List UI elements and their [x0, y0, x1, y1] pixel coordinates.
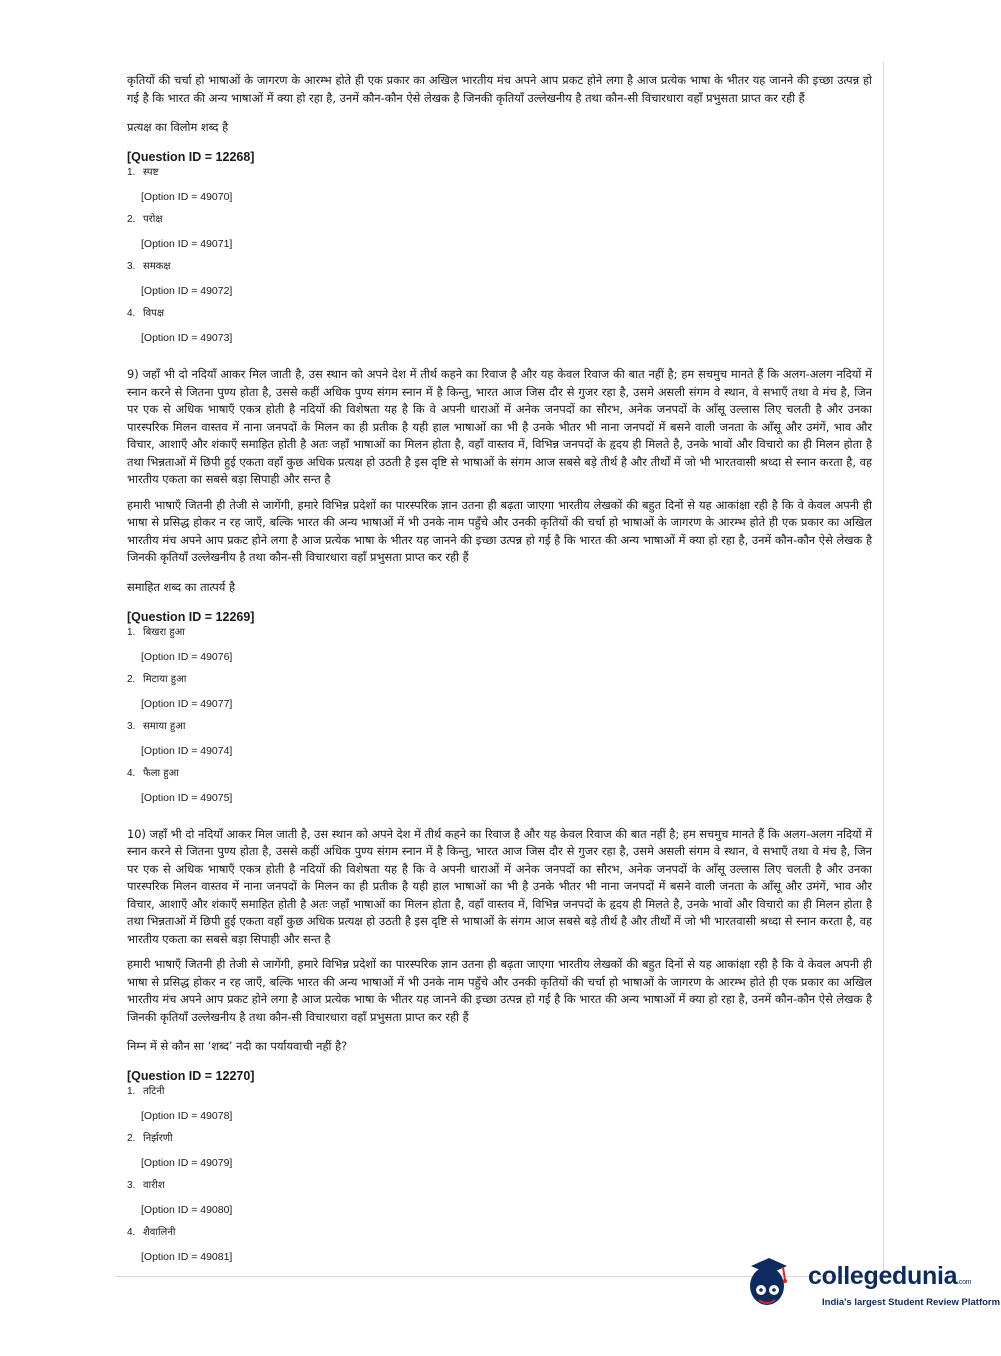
option-id: [Option ID = 49070] — [141, 191, 233, 203]
option-id: [Option ID = 49079] — [141, 1157, 233, 1169]
option-text: फैला हुआ — [143, 767, 179, 779]
document-content — [127, 72, 872, 1273]
passage-tail: कृतियों की चर्चा हो भाषाओं के जागरण के आरम्भ होते ही एक प्रकार का अखिल भारतीय मंच अपने आप प्रकट होने लगा है आज प्रत्येक भाषा के भीतर यह जानने की इच्छा उत्पन्न हो गई है कि भारत की अन्य भाषाओं में क्या हो रहा है, उनमें कौन-कौन ऐसे लेखक है जिनकी कृतियाँ उल्लेखनीय है तथा कौन-सी विचारधारा वहाँ प्रभुसता प्राप्त कर रही हैं — [127, 73, 872, 105]
option-item[interactable]: 2. परोक्ष [Option ID = 49071] — [127, 213, 872, 251]
brand-logo-text[interactable]: collegedunia.com — [808, 1262, 972, 1290]
option-text: बिखरा हुआ — [143, 626, 185, 638]
option-id: [Option ID = 49074] — [141, 744, 233, 757]
option-item[interactable]: 3. समाया हुआ [Option ID = 49074] — [127, 720, 872, 758]
question-number: 9) — [127, 367, 139, 381]
option-item[interactable]: 4. फैला हुआ [Option ID = 49075] — [127, 767, 872, 805]
question-10-text: निम्न में से कौन सा ‘शब्द’ नदी का पर्यायवाची नहीं है? — [127, 1039, 348, 1053]
question-10-passage-p1: 10) जहाँ भी दो नदियाँ आकर मिल जाती है, उस स्थान को अपने देश में तीर्थ कहने का रिवाज है और यह केवल रिवाज की बात नहीं है; हम सचमुच मानते हैं कि अलग-अलग नदियों में स्नान करने से जितना पुण्य होता है, उससे कहीं अधिक पुण्य संगम स्नान में है किन्तु, भारत आज जिस दौर से गुजर रहा है, उसमे असली संगम वे स्थान, वे सभाएँ तथा वे मंच है, जिन पर एक से अधिक भाषाएँ एकत्र होती है नदियों की विशेषता यह है कि वे अपनी धाराओं में अनेक जनपदों का सौरभ, अनेक जनपदों के आँसू उल्लास लिए चलती है और उनका पारस्परिक मिलन वास्तव में नाना जनपदों के मिलन का ही प्रतीक है यही हाल भाषाओं का भी है उनके भीतर भी नाना जनपदों में बसने वाली जनता के आँसू और उमंगें, भाव और विचार, आशाएँ और शंकाएँ समाहित होती है अतः जहाँ भाषाओं का मिलन होता है, वहाँ वास्तव में, विभिन्न जनपदों के हृदय ही मिलते है, उनके भावों और विचारो का ही मिलन होता है तथा भिन्नताओं में छिपी हुई एकता वहाँ कुछ अधिक प्रत्यक्ष हो उठती है इस दृष्टि से भाषाओं के संगम आज सबसे बड़े तीर्थ है और तीर्थों में जो भी भारतवासी श्रध्दा से स्नान करता है, वह भारतीय एकता का सबसे बड़ा सिपाही और सन्त है — [127, 826, 873, 946]
option-item[interactable]: 2. मिटाया हुआ [Option ID = 49077] — [127, 673, 872, 711]
option-item[interactable]: 3. वारीश [Option ID = 49080] — [127, 1179, 872, 1217]
option-text: शैवालिनी — [143, 1227, 176, 1238]
question-8-text: प्रत्यक्ष का विलोम शब्द है — [127, 120, 229, 134]
option-text: स्पष्ट — [143, 167, 159, 178]
question-8-id: [Question ID = 12268] — [127, 150, 255, 164]
question-9-options — [127, 626, 872, 805]
option-item[interactable]: 1. बिखरा हुआ [Option ID = 49076] — [127, 626, 872, 664]
option-text: समाया हुआ — [143, 720, 186, 732]
option-id: [Option ID = 49080] — [141, 1204, 233, 1216]
option-text: विपक्ष — [143, 308, 164, 319]
option-item[interactable]: 4. शैवालिनी [Option ID = 49081] — [127, 1226, 872, 1264]
option-id: [Option ID = 49072] — [141, 285, 233, 297]
question-8-options — [127, 166, 872, 345]
question-number: 10) — [127, 826, 146, 841]
option-text: निर्झरणी — [143, 1133, 173, 1144]
question-10-options — [127, 1085, 872, 1264]
option-item[interactable]: 2. निर्झरणी [Option ID = 49079] — [127, 1132, 872, 1170]
question-9-text: समाहित शब्द का तात्पर्य है — [127, 579, 236, 594]
option-text: वारीश — [143, 1180, 165, 1191]
brand-tagline: India's largest Student Review Platform — [822, 1297, 1001, 1308]
option-text: मिटाया हुआ — [143, 673, 187, 685]
option-id: [Option ID = 49076] — [141, 650, 233, 663]
option-id: [Option ID = 49073] — [141, 332, 233, 344]
option-item[interactable]: 1. तटिनी [Option ID = 49078] — [127, 1085, 872, 1123]
question-9-id: [Question ID = 12269] — [127, 609, 255, 624]
option-text: समकक्ष — [143, 261, 171, 272]
question-10-passage-p2: हमारी भाषाएँ जितनी ही तेजी से जागेंगी, हमारे विभिन्न प्रदेशों का पारस्परिक ज्ञान उतना ही बढ़ता जाएगा भारतीय लेखकों की बहुत दिनों से यह आकांक्षा रही है कि वे केवल अपनी ही भाषा से प्रसिद्ध होकर न रह जाएँ, बल्कि भारत की अन्य भाषाओं में भी उनके नाम पहुँचे और उनकी कृतियों की चर्चा हो भाषाओं के जागरण के आरम्भ होते ही एक प्रकार का अखिल भारतीय मंच अपने आप प्रकट होने लगा है आज प्रत्येक भाषा के भीतर यह जानने की इच्छा उत्पन्न हो गई है कि भारत की अन्य भाषाओं में क्या हो रहा है, उनमें कौन-कौन ऐसे लेखक है जिनकी कृतियाँ उल्लेखनीय है तथा कौन-सी विचारधारा वहाँ प्रभुसता प्राप्त कर रही हैं — [127, 957, 872, 1024]
question-9-passage-p2: हमारी भाषाएँ जितनी ही तेजी से जागेंगी, हमारे विभिन्न प्रदेशों का पारस्परिक ज्ञान उतना ही बढ़ता जाएगा भारतीय लेखकों की बहुत दिनों से यह आकांक्षा रही है कि वे केवल अपनी ही भाषा से प्रसिद्ध होकर न रह जाएँ, बल्कि भारत की अन्य भाषाओं में भी उनके नाम पहुँचे और उनकी कृतियों की चर्चा हो भाषाओं के जागरण के आरम्भ होते ही एक प्रकार का अखिल भारतीय मंच अपने आप प्रकट होने लगा है आज प्रत्येक भाषा के भीतर यह जानने की इच्छा उत्पन्न हो गई है कि भारत की अन्य भाषाओं में क्या हो रहा है, उनमें कौन-कौन ऐसे लेखक है जिनकी कृतियाँ उल्लेखनीय है तथा कौन-सी विचारधारा वहाँ प्रभुसता प्राप्त कर रही हैं — [127, 497, 872, 564]
question-10-id: [Question ID = 12270] — [127, 1069, 255, 1083]
option-id: [Option ID = 49071] — [141, 238, 233, 250]
option-text: परोक्ष — [143, 214, 163, 225]
option-item[interactable]: 3. समकक्ष [Option ID = 49072] — [127, 260, 872, 298]
option-id: [Option ID = 49077] — [141, 697, 233, 710]
option-item[interactable]: 1. स्पष्ट [Option ID = 49070] — [127, 166, 872, 204]
question-9-passage-p1: 9) जहाँ भी दो नदियाँ आकर मिल जाती है, उस स्थान को अपने देश में तीर्थ कहने का रिवाज है और यह केवल रिवाज की बात नहीं है; हम सचमुच मानते हैं कि अलग-अलग नदियों में स्नान करने से जितना पुण्य होता है, उससे कहीं अधिक पुण्य संगम स्नान में है किन्तु, भारत आज जिस दौर से गुजर रहा है, उसमे असली संगम वे स्थान, वे सभाएँ तथा वे मंच है, जिन पर एक से अधिक भाषाएँ एकत्र होती है नदियों की विशेषता यह है कि वे अपनी धाराओं में अनेक जनपदों का सौरभ, अनेक जनपदों के आँसू उल्लास लिए चलती है और उनका पारस्परिक मिलन वास्तव में नाना जनपदों के मिलन का ही प्रतीक है यही हाल भाषाओं का भी है उनके भीतर भी नाना जनपदों में बसने वाली जनता के आँसू और उमंगें, भाव और विचार, आशाएँ और शंकाएँ समाहित होती है अतः जहाँ भाषाओं का मिलन होता है, वहाँ वास्तव में, विभिन्न जनपदों के हृदय ही मिलते है, उनके भावों और विचारो का ही मिलन होता है तथा भिन्नताओं में छिपी हुई एकता वहाँ कुछ अधिक प्रत्यक्ष हो उठती है इस दृष्टि से भाषाओं के संगम आज सबसे बड़े तीर्थ है और तीर्थों में जो भी भारतवासी श्रध्दा से स्नान करता है, वह भारतीय एकता का सबसे बड़ा सिपाही और सन्त है — [127, 367, 872, 486]
option-id: [Option ID = 49078] — [141, 1110, 233, 1122]
option-id: [Option ID = 49081] — [141, 1251, 233, 1263]
option-id: [Option ID = 49075] — [141, 791, 233, 804]
option-text: तटिनी — [143, 1086, 165, 1097]
option-item[interactable]: 4. विपक्ष [Option ID = 49073] — [127, 307, 872, 345]
